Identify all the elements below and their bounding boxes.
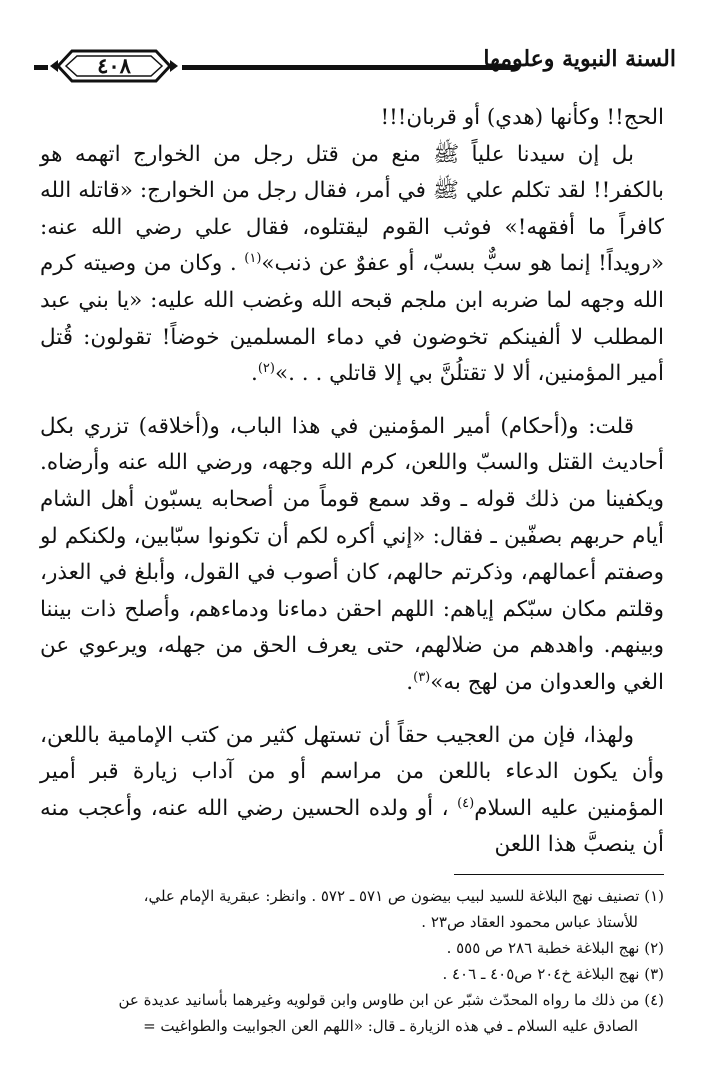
running-title: السنة النبوية وعلومها (483, 46, 676, 72)
footnote-ref-3: (٣) (413, 669, 431, 685)
paragraph-2: بل إن سيدنا علياً ﷺ منع من قتل رجل من الخوارج اتهمه هو بالكفر!! لقد تكلم علي ﷺ في أمر، فقال رجل من الخوارج: «قاتله الله كافراً ما أفقهه!» فوثب القوم ليقتلوه، فقال علي رضي الله عنه: «رويداً! إنما هو سبٌّ بسبّ، أو عفوٌ عن ذنب»$^{(١)}$ . وكان من وصيته كرم الله وجهه لما ضربه ابن ملجم قبحه الله وغضب الله عليه: «يا بني عبد المطلب لا ألفينكم تخوضون في دماء المسلمين خوضاً! تقولون: قُتل أمير المؤمنين، ألا لا تقتلُنَّ بي إلا قاتلي . . .»$^{(٢)}$. (40, 141, 664, 387)
paragraph-text: بل إن سيدنا علياً ﷺ منع من قتل رجل من الخوارج اتهمه هو بالكفر!! لقد تكلم علي ﷺ في أمر، فقال رجل من الخوارج: «قاتله الله كافراً ما أفقهه!» فوثب القوم ليقتلوه، فقال علي رضي الله عنه: «رويداً! إنما هو سبٌّ بسبّ، أو عفوٌ عن ذنب» (40, 141, 664, 277)
paragraph-text: ولهذا، فإن من العجيب حقاً أن تستهل كثير من كتب الإمامية باللعن، وأن يكون الدعاء باللعن من مراسم أو من آداب زيارة قبر أمير المؤمنين عليه السلام (40, 722, 664, 821)
footnotes (40, 874, 664, 1039)
page-number-badge (50, 46, 178, 86)
footnote-separator (454, 874, 664, 875)
paragraph-4 (40, 718, 664, 864)
footnote-4-continued: الصادق عليه السلام ـ في هذه الزيارة ـ قال: «اللهم العن الجوابيت والطواغيت = (143, 1017, 638, 1035)
paragraph-text: الحج!! وكأنها (هدي) أو قربان!!! (380, 105, 664, 130)
paragraph-text: ، أو ولده الحسين رضي الله عنه، وأعجب منه أن ينصبَّ هذا اللعن (40, 795, 664, 858)
header-rule-left (34, 65, 48, 70)
running-header (34, 40, 676, 96)
header-rule-right (182, 65, 518, 70)
footnote-4: (٤) من ذلك ما رواه المحدّث شبّر عن ابن طاوس وابن قولويه وغيرهما بأسانيد عديدة عن (118, 991, 664, 1009)
main-text (40, 100, 664, 864)
footnote-1-continued: للأستاذ عباس محمود العقاد ص٢٣ . (421, 913, 638, 931)
footnote-2: (٢) نهج البلاغة خطبة ٢٨٦ ص ٥٥٥ . (446, 939, 664, 957)
paragraph-3: قلت: و(أحكام) أمير المؤمنين في هذا الباب، و(أخلاقه) تزري بكل أحاديث القتل والسبّ واللعن، كرم الله وجهه، ورضي الله عنه وأرضاه. ويكفينا من ذلك قوله ـ وقد سمع قوماً من أصحابه يسبّون أهل الشام أيام حربهم بصفّين ـ فقال: «إني أكره لكم أن تكونوا سبّابين، ولكنكم لو وصفتم أعمالهم، وذكرتم حالهم، كان أصوب في القول، وأبلغ في العذر، وقلتم مكان سبّكم إياهم: اللهم احقن دماءنا ودماءهم، وأصلح ذات بيننا وبينهم. واهدهم من ضلالهم، حتى يعرف الحق من جهله، ويرعوي عن الغي والعدوان من لهج به»$^{(٣)}$. (40, 413, 664, 695)
paragraph-text: . وكان من وصيته كرم الله وجهه لما ضربه ابن ملجم قبحه الله وغضب الله عليه: «يا بني عبد المطلب لا ألفينكم تخوضون في دماء المسلمين خوضاً! تقولون: قُتل أمير المؤمنين، ألا لا تقتلُنَّ بي إلا قاتلي . . .» (40, 251, 664, 387)
paragraph-1 (40, 100, 664, 137)
footnote-ref-1: (١) (244, 251, 262, 267)
footnote-ref-4: (٤) (457, 795, 475, 811)
paragraph-text: قلت: و(أحكام) أمير المؤمنين في هذا الباب، و(أخلاقه) تزري بكل أحاديث القتل والسبّ واللعن، كرم الله وجهه، ورضي الله عنه وأرضاه. ويكفينا من ذلك قوله ـ وقد سمع قوماً من أصحابه يسبّون أهل الشام أيام حربهم بصفّين ـ فقال: «إني أكره لكم أن تكونوا سبّابين، ولكنكم لو وصفتم أعمالهم، وذكرتم حالهم، كان أصوب في القول، وأبلغ في العذر، وقلتم مكان سبّكم إياهم: اللهم احقن دماءنا ودماءهم، وأصلح ذات بيننا وبينهم. واهدهم من ضلالهم، حتى يعرف الحق من جهله، ويرعوي عن الغي والعدوان من لهج به» (40, 413, 664, 695)
footnote-1: (١) تصنيف نهج البلاغة للسيد لبيب بيضون ص ٥٧١ ـ ٥٧٢ . وانظر: عبقرية الإمام علي، (143, 887, 664, 905)
footnote-ref-2: (٢) (257, 361, 275, 376)
page-number: ٤٠٨ (97, 53, 131, 78)
footnote-3: (٣) نهج البلاغة خ٢٠٤ ص٤٠٥ ـ ٤٠٦ . (442, 965, 664, 983)
